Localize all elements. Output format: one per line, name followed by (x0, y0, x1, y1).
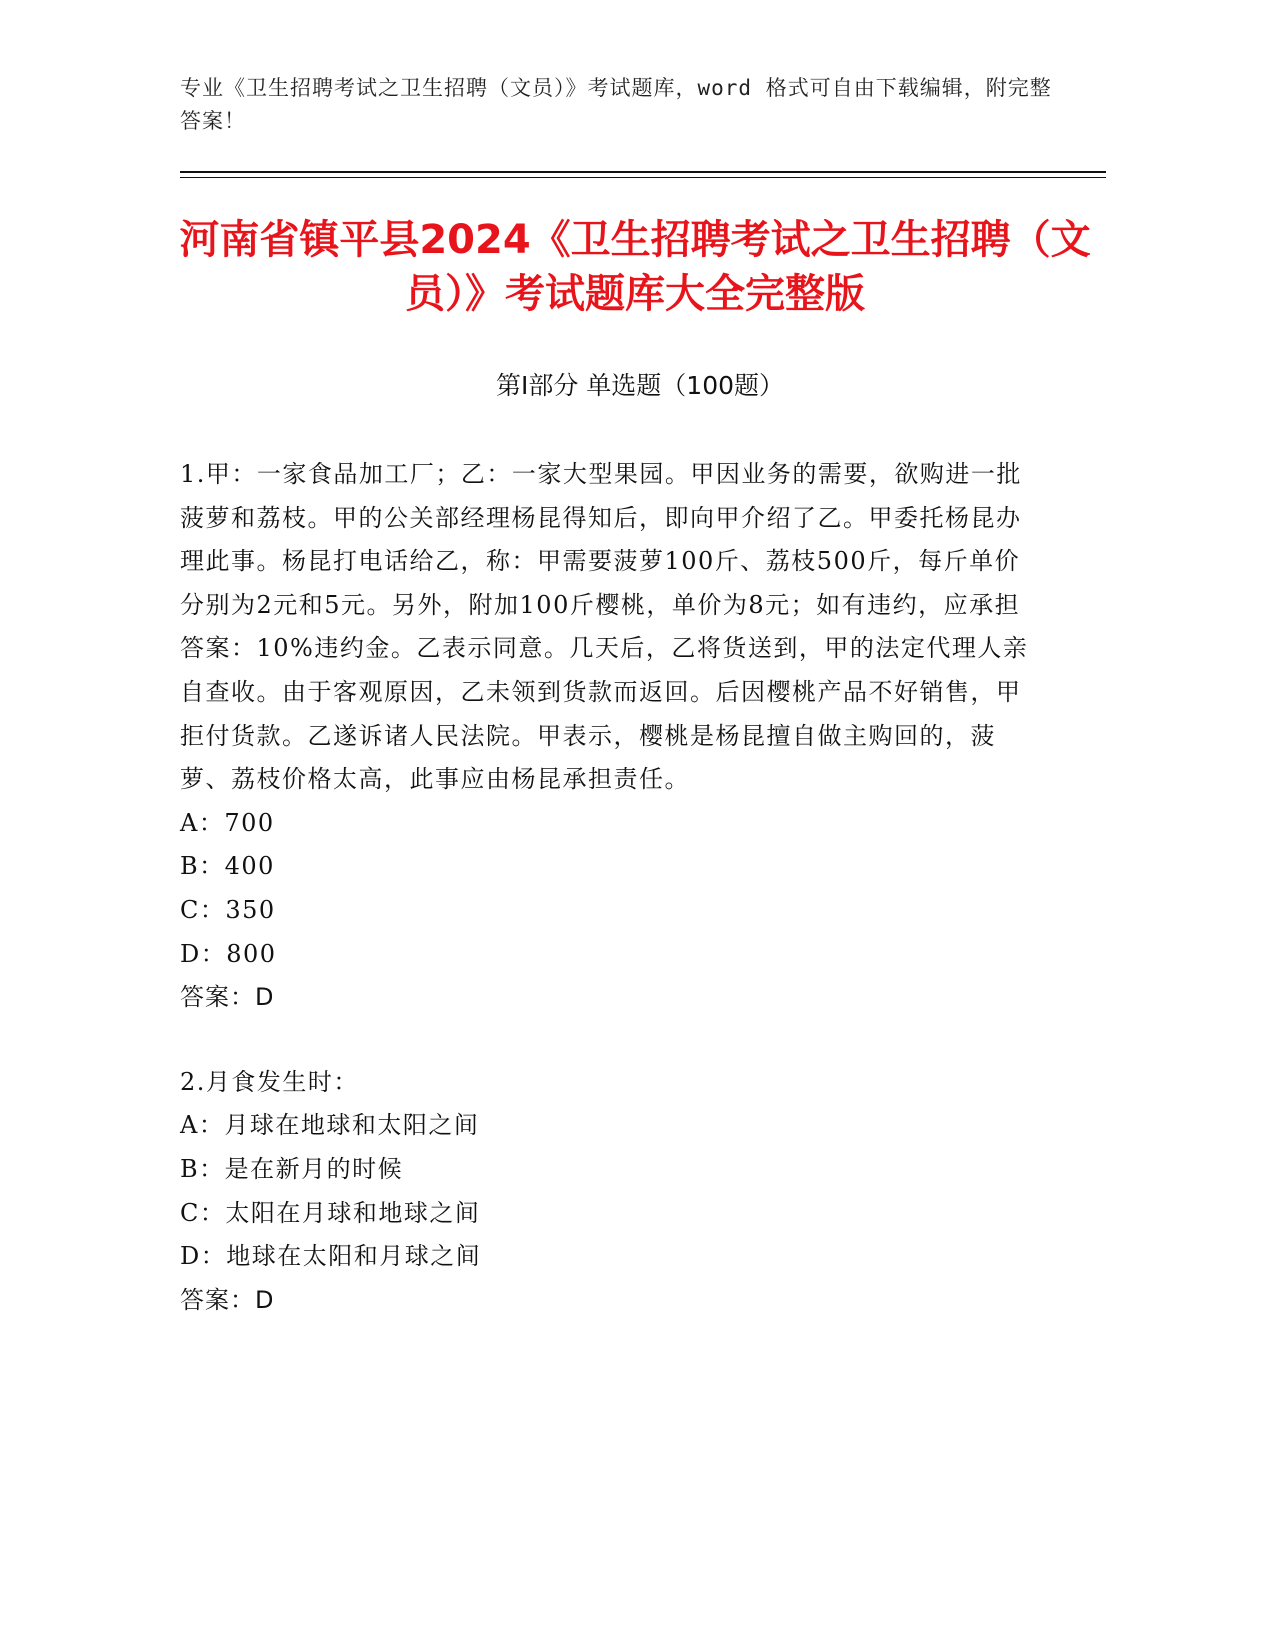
option-text: 700 (224, 808, 275, 837)
option-text: 800 (226, 939, 277, 968)
header-note: 专业《卫生招聘考试之卫生招聘（文员）》考试题库，word 格式可自由下载编辑，附完整答案！ (180, 76, 1052, 133)
option-a (180, 802, 1030, 846)
header-rule-thick (180, 171, 1106, 173)
option-d (180, 933, 1030, 977)
option-letter: B： (180, 1154, 225, 1183)
option-b (180, 845, 1030, 889)
option-b (180, 1148, 1030, 1192)
question-stem: 2.月食发生时： (180, 1067, 359, 1096)
header-rule-thin (180, 177, 1106, 178)
document-title: 河南省镇平县2024《卫生招聘考试之卫生招聘（文员）》考试题库大全完整版 (179, 217, 1091, 317)
option-text: 月球在地球和太阳之间 (224, 1111, 480, 1140)
question-list (180, 453, 1030, 1363)
option-letter: D： (180, 1242, 227, 1271)
answer-line: 答案：D (180, 1285, 275, 1314)
option-letter: A： (180, 1111, 225, 1140)
option-d (180, 1235, 1030, 1279)
option-text: 太阳在月球和地球之间 (225, 1198, 481, 1227)
answer-line: 答案：D (180, 983, 275, 1012)
option-letter: D： (180, 939, 227, 968)
question-2 (180, 1061, 1030, 1323)
option-c (180, 889, 1030, 933)
option-text: 是在新月的时候 (224, 1154, 404, 1183)
question-stem: 1.甲：一家食品加工厂；乙：一家大型果园。甲因业务的需要，欲购进一批菠萝和荔枝。甲的公关部经理杨昆得知后，即向甲介绍了乙。甲委托杨昆办理此事。杨昆打电话给乙，称：甲需要菠萝100斤、荔枝500斤，每斤单价分别为2元和5元。另外，附加100斤樱桃，单价为8元；如有违约，应承担答案：10%违约金。乙表示同意。几天后，乙将货送到，甲的法定代理人亲自查收。由于客观原因，乙未领到货款而返回。后因樱桃产品不好销售，甲拒付货款。乙遂诉诸人民法院。甲表示，樱桃是杨昆擅自做主购回的，菠萝、荔枝价格太高，此事应由杨昆承担责任。 (180, 460, 1029, 794)
option-text: 地球在太阳和月球之间 (226, 1242, 482, 1271)
option-letter: C： (180, 895, 226, 924)
option-letter: A： (180, 808, 225, 837)
option-letter: B： (180, 852, 225, 881)
question-1 (180, 453, 1030, 1020)
option-letter: C： (180, 1198, 226, 1227)
option-a (180, 1104, 1030, 1148)
option-text: 350 (225, 895, 276, 924)
option-c (180, 1192, 1030, 1236)
option-text: 400 (224, 852, 275, 881)
section-title: 第Ⅰ部分 单选题（100题） (495, 371, 785, 400)
